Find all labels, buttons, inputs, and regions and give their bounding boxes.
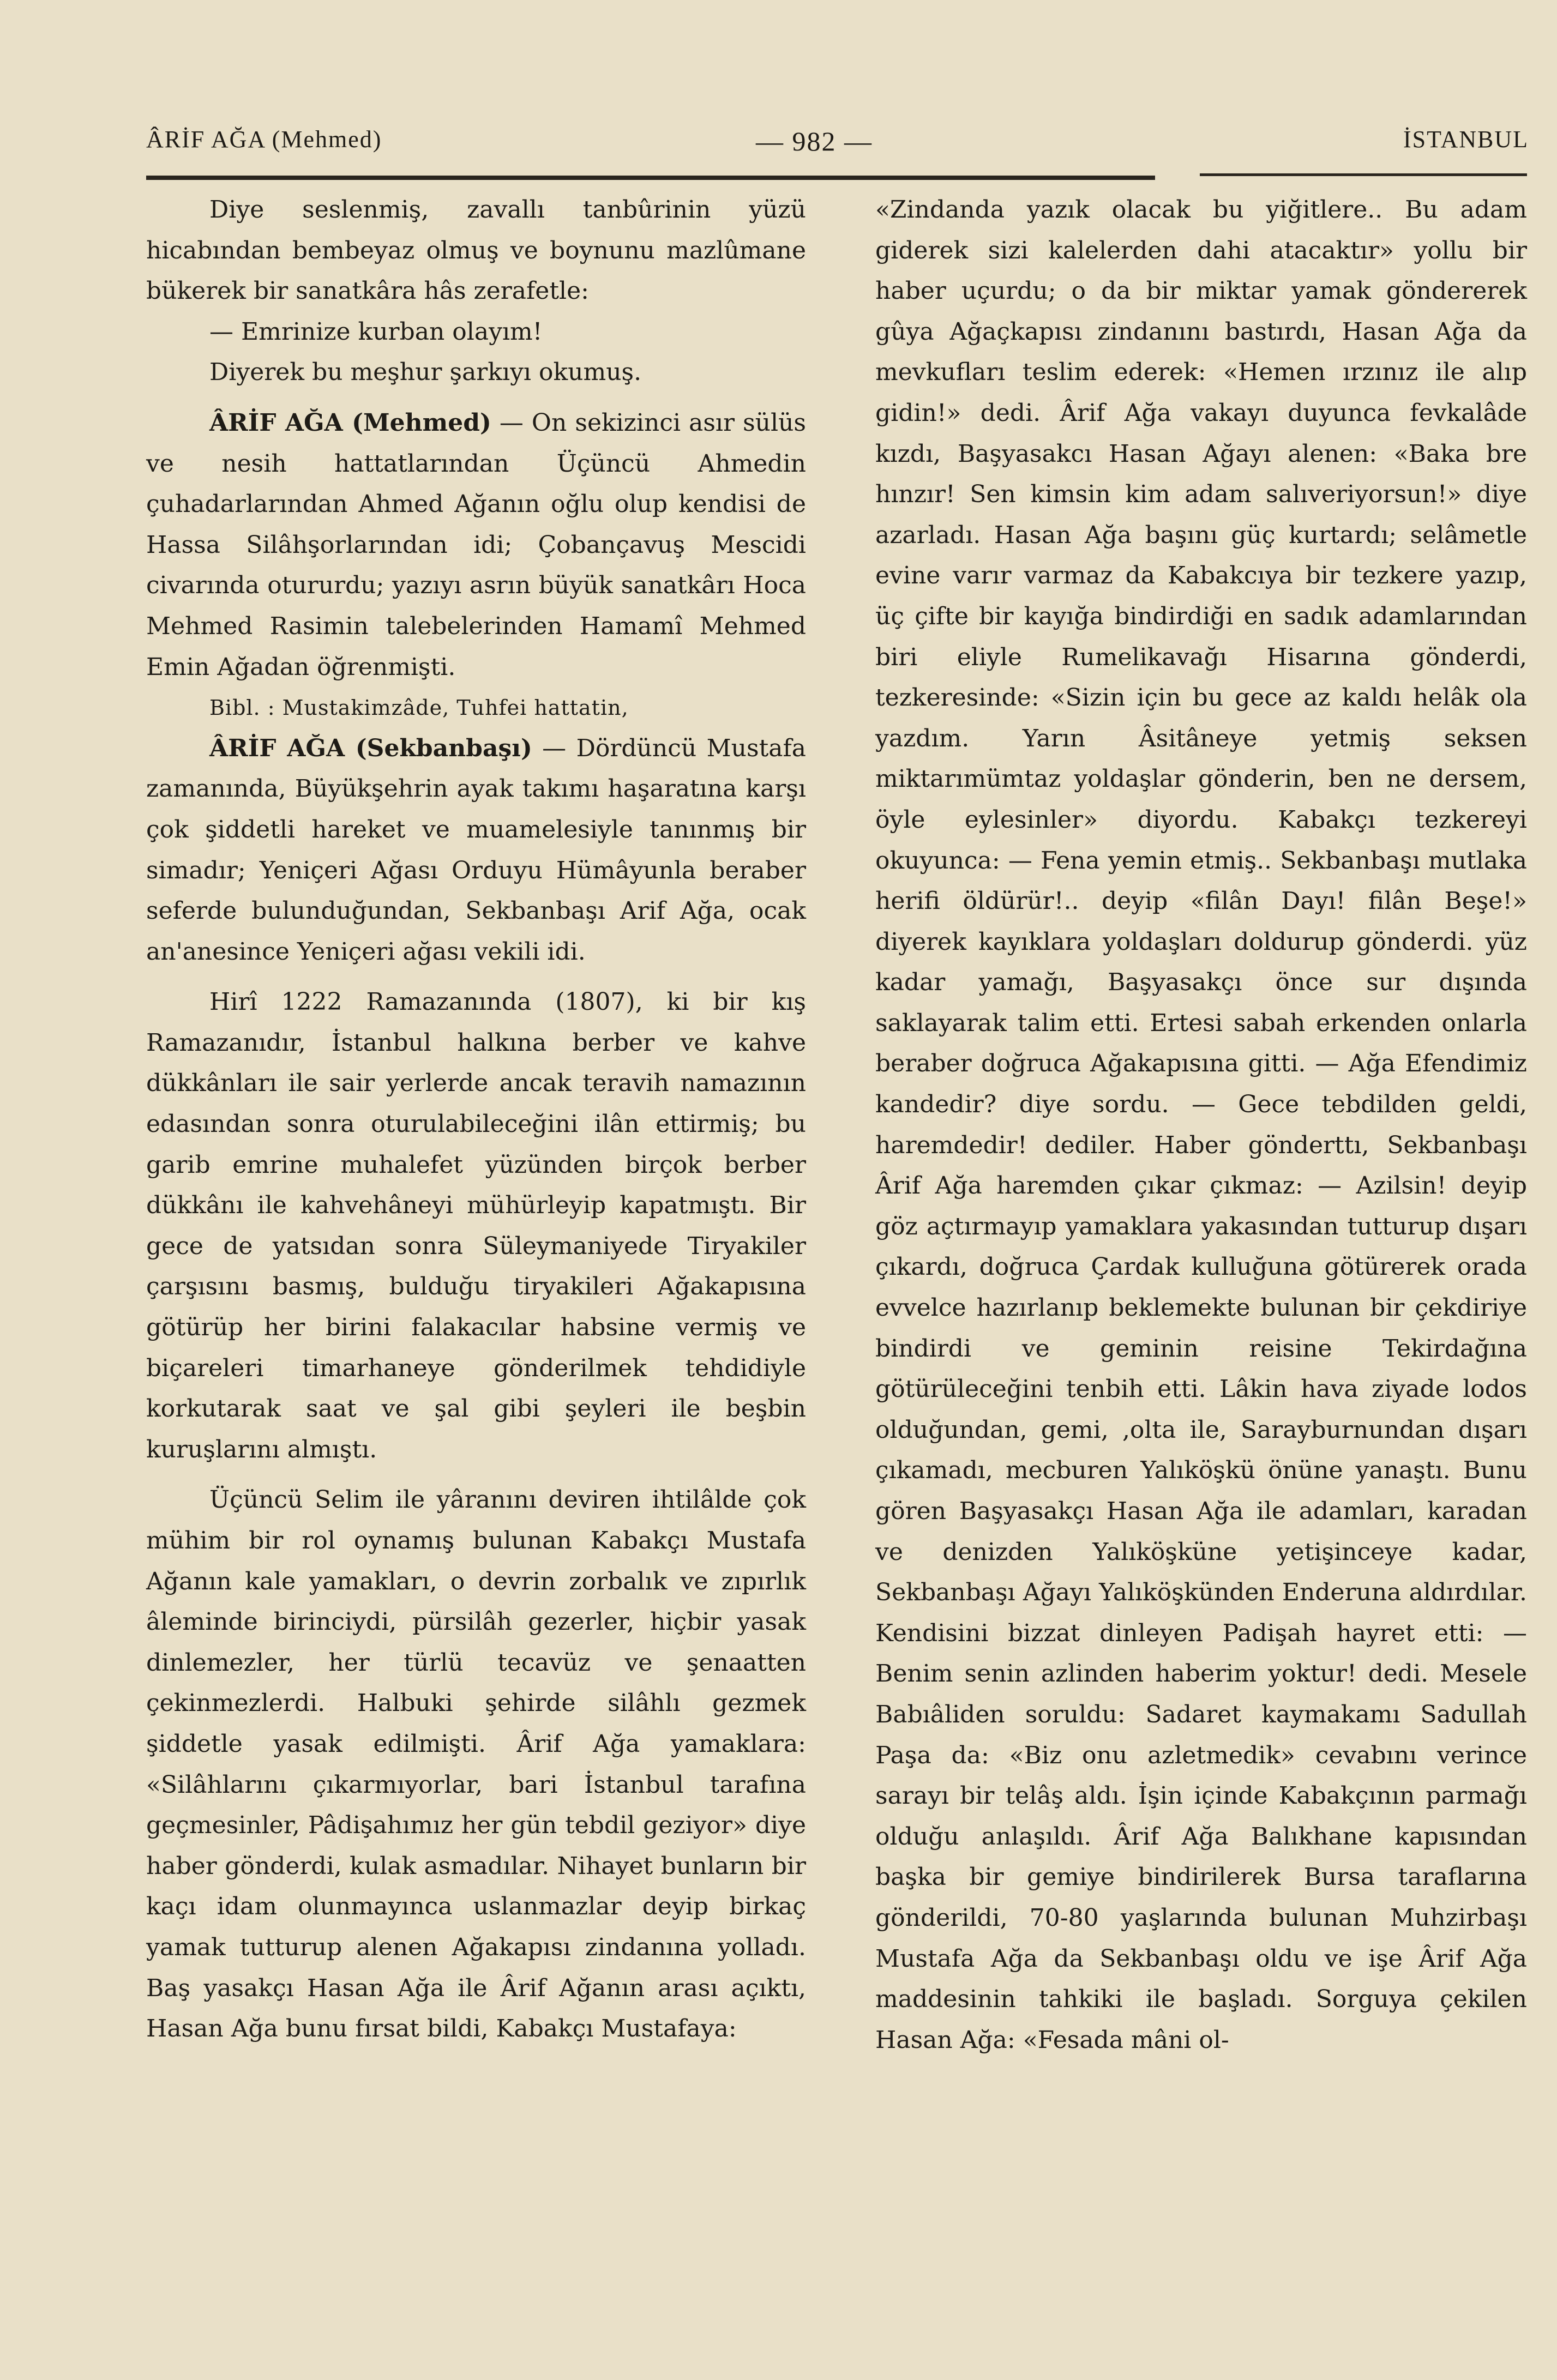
paragraph: «Zindanda yazık olacak bu yiğitlere.. Bu adam giderek sizi kalelerden dahi atacaktır» yollu bir haber uçurdu; o da bir miktar yamak göndererek gûya Ağaçkapısı zindanını bastırdı, Hasan Ağa da mevkufları teslim ederek: «Hemen ırzınız ile alıp gidin!» dedi. Ârif Ağa vakayı duyunca fevkalâde kızdı, Başyasakcı Hasan Ağayı alenen: «Baka bre hınzır! Sen kimsin kim adam salıveriyorsun!» diye azarladı. Hasan Ağa başını güç kurtardı; selâmetle evine varır varmaz da Kabakcıya bir tezkere yazıp, üç çifte bir kayığa bindirdiği en sadık adamlarından biri eliyle Rumelikavağı Hisarına gönderdi, tezkeresinde: «Sizin için bu gece az kaldı helâk ola yazdım. Yarın Âsitâneye yetmiş seksen miktarımümtaz yoldaşlar gönderin, ben ne dersem, öyle eylesinler» diyordu. Kabakçı tezkereyi okuyunca: — Fena yemin etmiş.. Sekbanbaşı mutlaka herifi öldürür!.. deyip «filân Dayı! filân Beşe!» diyerek kayıklara yoldaşları doldurup gönderdi. yüz kadar yamağı, Başyasakçı önce sur dışında saklayarak talim etti. Ertesi sabah erkenden onlarla beraber doğruca Ağakapısına gitti. — Ağa Efendimiz kandedir? diye sordu. — Gece tebdilden geldi, haremdedir! dediler. Haber gönderttı, Sekbanbaşı Ârif Ağa haremden çıkar çıkmaz: — Azilsin! deyip göz açtırmayıp yamaklara yakasından tutturup dışarı çıkardı, doğruca Çardak kulluğuna götürerek orada evvelce hazırlanıp beklemekte bulunan bir çekdiriye bindirdi ve geminin reisine Tekirdağına götürüleceğini tenbih etti. Lâkin hava ziyade lodos olduğundan, gemi, ,olta ile, Sarayburnundan dışarı çıkamadı, mecburen Yalıköşkü önüne yanaştı. Bunu gören Başyasakçı Hasan Ağa ile adamları, karadan ve denizden Yalıköşküne yetişinceye kadar, Sekbanbaşı Ağayı Yalıköşkünden Enderuna aldırdılar. Kendisini bizzat dinleyen Padişah hayret etti: — Benim senin azlinden haberim yoktur! dedi. Mesele Babıâliden soruldu: Sadaret kaymakamı Sadullah Paşa da: «Biz onu azletmedik» cevabını verince sarayı bir telâş aldı. İşin içinde Kabakçının parmağı olduğu anlaşıldı. Ârif Ağa Balıkhane kapısından başka bir gemiye bindirilerek Bursa taraflarına gönderildi, 70-80 yaşlarında bulunan Muhzirbaşı Mustafa Ağa da Sekbanbaşı oldu ve işe Ârif Ağa maddesinin tahkiki ile başladı. Sorguya çekilen Hasan Ağa: «Fesada mâni ol- bbox=[875, 196, 1527, 2054]
left-column bbox=[146, 190, 806, 2050]
bibliography: Bibl. : Mustakimzâde, Tuhfei hattatin, bbox=[209, 696, 629, 720]
paragraph: Hirî 1222 Ramazanında (1807), ki bir kış Ramazanıdır, İstanbul halkına berber ve kahve dükkânları ile sair yerlerde ancak teravih namazının edasından sonra oturulabileceğini ilân ettirmiş; bu garib emrine muhalefet yüzünden birçok berber dükkânı ile kahvehâneyi mühürleyip kapatmıştı. Bir gece de yatsıdan sonra Süleymaniyede Tiryakiler çarşısını basmış, bulduğu tiryakileri Ağakapısına götürüp her birini falakacılar habsine vermiş ve biçareleri timarhaneye gönderilmek tehdidiyle korkutarak saat ve şal gibi şeyleri ile beşbin kuruşlarını almıştı. bbox=[146, 988, 806, 1463]
entry-heading: ÂRİF AĞA (Sekbanbaşı) bbox=[209, 734, 532, 762]
page-header bbox=[146, 115, 1529, 158]
entry-arif-aga-mehmed bbox=[146, 403, 806, 688]
entry-heading: ÂRİF AĞA (Mehmed) bbox=[209, 408, 491, 437]
paragraph: Diye seslenmiş, zavallı tanbûrinin yüzü hicabından bembeyaz olmuş ve boynunu mazlûmane bükerek bir sanatkâra hâs zerafetle: bbox=[146, 196, 806, 305]
entry-body: — On sekizinci asır sülüs ve nesih hattatlarından Üçüncü Ahmedin çuhadarlarından Ahmed Ağanın oğlu olup kendisi de Hassa Silâhşorlarından idi; Çobançavuş Mescidi civarında otururdu; yazıyı asrın büyük sanatkârı Hoca Mehmed Rasimin talebelerinden Hamamî Mehmed Emin Ağadan öğrenmişti. bbox=[146, 408, 806, 681]
header-rule-right bbox=[1200, 173, 1527, 176]
right-column bbox=[875, 190, 1527, 2060]
page-number: — 982 — bbox=[756, 126, 873, 156]
paragraph: Üçüncü Selim ile yâranını deviren ihtilâlde çok mühim bir rol oynamış bulunan Kabakçı Mustafa Ağanın kale yamakları, o devrin zorbalık ve zıpırlık âleminde birinciydi, pürsilâh gezerler, hiçbir yasak dinlemezler, her türlü tecavüz ve şenaatten çekinmezlerdi. Halbuki şehirde silâhlı gezmek şiddetle yasak edilmişti. Ârif Ağa yamaklara: «Silâhlarını çıkarmıyorlar, bari İstanbul tarafına geçmesinler, Pâdişahımız her gün tebdil geziyor» diye haber gönderdi, kulak asmadılar. Nihayet bunların bir kaçı idam olunmayınca uslanmazlar deyip birkaç yamak tutturup alenen Ağakapısı zindanına yolladı. Baş yasakçı Hasan Ağa ile Ârif Ağanın arası açıktı, Hasan Ağa bunu fırsat bildi, Kabakçı Mustafaya: bbox=[146, 1486, 806, 2043]
paragraph: Diyerek bu meşhur şarkıyı okumuş. bbox=[209, 358, 642, 387]
header-entry-title: ÂRİF AĞA (Mehmed) bbox=[146, 126, 382, 153]
entry-body: — Dördüncü Mustafa zamanında, Büyükşehrin ayak takımı haşaratına karşı çok şiddetli hareket ve muamelesiyle tanınmış bir simadır; Yeniçeri Ağası Orduyu Hümâyunla beraber seferde bulunduğundan, Sekbanbaşı Arif Ağa, ocak an'anesince Yeniçeri ağası vekili idi. bbox=[146, 734, 807, 966]
header-section: İSTANBUL bbox=[1403, 126, 1529, 153]
entry-arif-aga-sekbanbasi bbox=[146, 728, 806, 973]
paragraph: — Emrinize kurban olayım! bbox=[209, 317, 543, 346]
header-rule-left bbox=[146, 176, 1155, 180]
